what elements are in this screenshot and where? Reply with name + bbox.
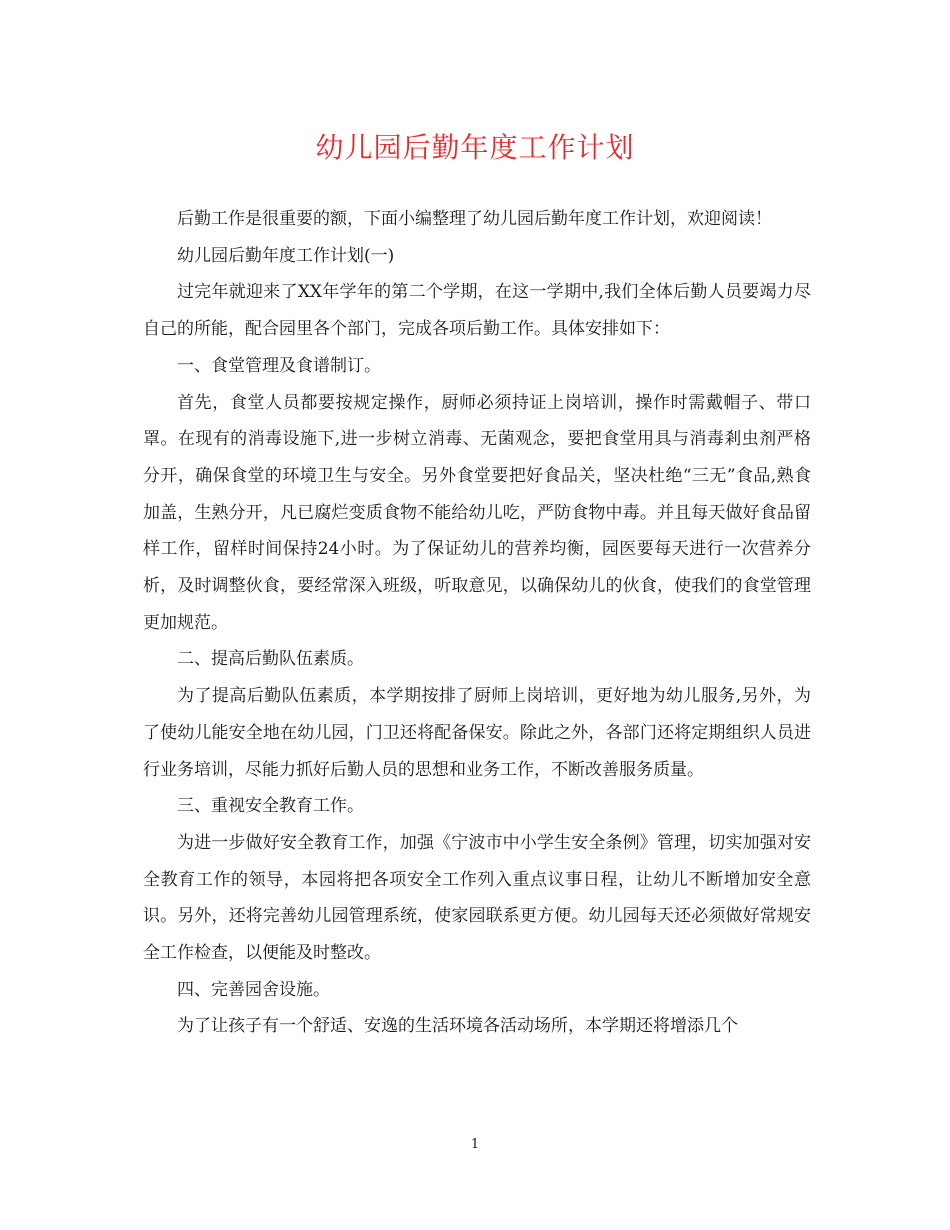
heading-staff-quality: 二、提高后勤队伍素质。 [177, 649, 364, 670]
section-heading-plan-one: 幼儿园后勤年度工作计划(一) [177, 245, 395, 266]
heading-facilities: 四、完善园舍设施。 [177, 979, 330, 1000]
document-title: 幼儿园后勤年度工作计划 [315, 131, 635, 164]
page-number: 1 [470, 1137, 480, 1152]
paragraph-staff-quality: 为了提高后勤队伍素质，本学期按排了厨师上岗培训，更好地为幼儿服务,另外，为了使幼儿能安全地在幼儿园，门卫还将配备保安。除此之外，各部门还将定期组织人员进行业务培训，尽能力抓好后勤人员的思想和业务工作，不断改善服务质量。 [143, 686, 811, 780]
opening-paragraph: 过完年就迎来了XX年学年的第二个学期，在这一学期中,我们全体后勤人员要竭力尽自己的所能，配合园里各个部门，完成各项后勤工作。具体安排如下： [143, 282, 811, 340]
paragraph-safety-education: 为进一步做好安全教育工作，加强《宁波市中小学生安全条例》管理，切实加强对安全教育工作的领导，本园将把各项安全工作列入重点议事日程，让幼儿不断增加安全意识。另外，还将完善幼儿园管理系统，使家园联系更方便。幼儿园每天还必须做好常规安全工作检查，以便能及时整改。 [143, 832, 811, 964]
heading-canteen-management: 一、食堂管理及食谱制订。 [177, 355, 381, 376]
heading-safety-education: 三、重视安全教育工作。 [177, 796, 364, 817]
intro-paragraph: 后勤工作是很重要的额，下面小编整理了幼儿园后勤年度工作计划，欢迎阅读！ [177, 209, 772, 229]
document-body [143, 201, 811, 1045]
paragraph-canteen-management: 首先，食堂人员都要按规定操作，厨师必须持证上岗培训，操作时需戴帽子、带口罩。在现有的消毒设施下,进一步树立消毒、无菌观念，要把食堂用具与消毒剎虫剂严格分开，确保食堂的环境卫生与安全。另外食堂要把好食品关，坚决杜绝“三无”食品,熟食加盖，生熟分开，凡已腐烂变质食物不能给幼儿吃，严防食物中毒。并且每天做好食品留样工作，留样时间保持24小时。为了保证幼儿的营养均衡，园医要每天进行一次营养分析，及时调整伙食，要经常深入班级，听取意见，以确保幼儿的伙食，使我们的食堂管理更加规范。 [143, 392, 811, 633]
paragraph-facilities: 为了让孩子有一个舒适、安逸的生活环境各活动场所，本学期还将增添几个 [177, 1016, 738, 1037]
